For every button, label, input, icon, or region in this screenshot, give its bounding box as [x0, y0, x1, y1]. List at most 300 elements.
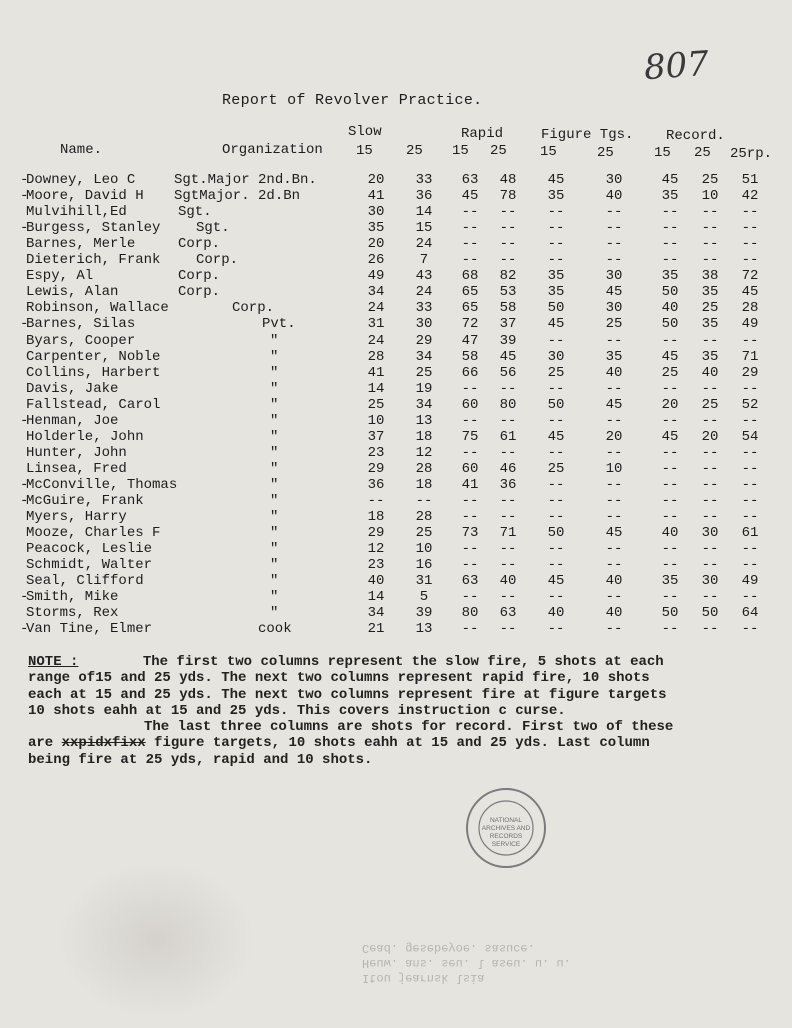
- score-cell: 35: [701, 284, 719, 301]
- row-check-mark: -: [20, 412, 29, 429]
- score-cell: 30: [605, 300, 623, 317]
- header-figure-25: 25: [597, 145, 614, 161]
- score-cell: 53: [499, 284, 517, 301]
- row-check-mark: -: [20, 188, 29, 205]
- score-cell: --: [701, 220, 719, 237]
- score-cell: --: [661, 493, 679, 509]
- note-line-7: being fire at 25 yds, rapid and 10 shots.: [28, 751, 373, 768]
- score-cell: 16: [415, 557, 433, 574]
- score-cell: 24: [415, 236, 433, 253]
- score-cell: 26: [367, 252, 385, 269]
- score-cell: --: [461, 509, 479, 526]
- score-cell: 34: [367, 284, 385, 301]
- score-cell: 45: [605, 396, 623, 413]
- score-cell: 54: [741, 428, 759, 445]
- score-cell: --: [461, 589, 479, 606]
- score-cell: 13: [415, 621, 433, 638]
- score-cell: --: [499, 444, 517, 461]
- score-cell: 52: [741, 396, 759, 413]
- score-cell: 61: [741, 525, 759, 542]
- header-name: Name.: [60, 142, 103, 158]
- score-cell: 25: [605, 316, 623, 333]
- score-cell: --: [741, 380, 759, 397]
- score-cell: 36: [367, 476, 385, 493]
- score-cell: --: [741, 236, 759, 253]
- score-cell: --: [499, 380, 517, 397]
- score-cell: --: [547, 509, 565, 526]
- header-slow: Slow: [348, 124, 382, 140]
- header-figure-targets: Figure Tgs.: [541, 127, 634, 143]
- score-cell: --: [701, 541, 719, 558]
- header-record-15: 15: [654, 145, 671, 161]
- score-cell: 10: [415, 541, 433, 558]
- note-block: [28, 654, 768, 768]
- score-cell: --: [499, 236, 517, 253]
- score-cell: 28: [741, 300, 759, 317]
- score-cell: --: [415, 493, 433, 509]
- score-cell: 40: [605, 364, 623, 381]
- score-cell: --: [741, 621, 759, 638]
- score-cell: 35: [367, 220, 385, 237]
- score-cell: 42: [741, 188, 759, 205]
- table-row: [0, 493, 792, 509]
- score-cell: 51: [741, 172, 759, 188]
- row-check-mark: -: [20, 220, 29, 237]
- member-rank: Pvt.: [262, 316, 296, 333]
- table-row: [0, 477, 792, 493]
- score-cell: 34: [367, 605, 385, 622]
- score-cell: 34: [415, 396, 433, 413]
- table-row: [0, 316, 792, 332]
- score-cell: --: [499, 621, 517, 638]
- score-cell: --: [605, 509, 623, 526]
- member-rank: ": [270, 476, 279, 493]
- score-cell: 24: [367, 300, 385, 317]
- score-cell: --: [741, 493, 759, 509]
- table-row: [0, 300, 792, 316]
- score-cell: --: [461, 380, 479, 397]
- score-cell: --: [499, 412, 517, 429]
- header-rapid: Rapid: [461, 126, 504, 142]
- header-record-25rp: 25rp.: [730, 146, 773, 162]
- score-cell: 15: [415, 220, 433, 237]
- score-cell: 39: [499, 332, 517, 349]
- table-row: [0, 461, 792, 477]
- score-cell: 71: [499, 525, 517, 542]
- member-rank: ": [270, 364, 279, 381]
- member-name: Dieterich, Frank: [26, 252, 161, 269]
- score-cell: 50: [547, 396, 565, 413]
- score-cell: 35: [547, 284, 565, 301]
- score-cell: --: [741, 509, 759, 526]
- score-cell: 56: [499, 364, 517, 381]
- table-row: [0, 573, 792, 589]
- score-cell: --: [741, 476, 759, 493]
- member-name: Van Tine, Elmer: [26, 621, 153, 638]
- table-row: [0, 188, 792, 204]
- score-cell: --: [461, 621, 479, 638]
- member-rank: Corp.: [178, 236, 221, 253]
- member-name: McGuire, Frank: [26, 493, 144, 509]
- score-cell: 33: [415, 172, 433, 188]
- row-check-mark: -: [20, 621, 29, 638]
- score-cell: 45: [605, 525, 623, 542]
- score-cell: 35: [547, 268, 565, 285]
- header-rapid-15: 15: [452, 143, 469, 159]
- note-line-3: each at 15 and 25 yds. The next two columns represent fire at figure targets: [28, 686, 667, 703]
- score-cell: --: [661, 476, 679, 493]
- score-cell: --: [661, 204, 679, 221]
- table-row: [0, 333, 792, 349]
- score-cell: --: [605, 541, 623, 558]
- score-cell: --: [499, 220, 517, 237]
- member-name: Myers, Harry: [26, 509, 127, 526]
- member-rank: cook: [258, 621, 292, 638]
- score-cell: 50: [547, 300, 565, 317]
- score-cell: 65: [461, 284, 479, 301]
- member-rank: ": [270, 605, 279, 622]
- score-cell: --: [701, 204, 719, 221]
- score-cell: 25: [367, 396, 385, 413]
- score-cell: 25: [415, 525, 433, 542]
- score-cell: --: [661, 412, 679, 429]
- score-cell: 28: [415, 509, 433, 526]
- note-line-2: range of15 and 25 yds. The next two columns represent rapid fire, 10 shots: [28, 670, 650, 687]
- score-cell: 18: [415, 476, 433, 493]
- score-cell: 45: [661, 428, 679, 445]
- score-cell: --: [605, 493, 623, 509]
- member-rank: ": [270, 396, 279, 413]
- table-row: [0, 509, 792, 525]
- score-cell: 30: [701, 525, 719, 542]
- score-cell: 18: [367, 509, 385, 526]
- score-cell: --: [547, 493, 565, 509]
- table-row: [0, 557, 792, 573]
- score-cell: 66: [461, 364, 479, 381]
- score-cell: --: [661, 252, 679, 269]
- score-cell: --: [547, 621, 565, 638]
- note-text-6b: figure targets, 10 shots eahh at 15 and 25 yds. Last column: [154, 735, 650, 752]
- member-name: Burgess, Stanley: [26, 220, 161, 237]
- row-check-mark: -: [20, 172, 29, 188]
- table-row: [0, 413, 792, 429]
- member-name: Holderle, John: [26, 428, 144, 445]
- score-cell: 36: [499, 476, 517, 493]
- score-cell: 60: [461, 460, 479, 477]
- score-cell: 80: [461, 605, 479, 622]
- score-cell: 5: [419, 589, 429, 606]
- score-cell: --: [499, 557, 517, 574]
- score-cell: --: [741, 252, 759, 269]
- score-cell: 12: [367, 541, 385, 558]
- score-cell: 78: [499, 188, 517, 205]
- score-cell: 41: [367, 188, 385, 205]
- table-row: [0, 220, 792, 236]
- score-cell: --: [461, 204, 479, 221]
- score-cell: --: [499, 589, 517, 606]
- svg-text:RECORDS: RECORDS: [489, 833, 523, 840]
- score-cell: --: [701, 444, 719, 461]
- score-cell: 20: [367, 172, 385, 188]
- score-cell: 50: [661, 284, 679, 301]
- member-name: Lewis, Alan: [26, 284, 119, 301]
- member-rank: Corp.: [178, 284, 221, 301]
- score-cell: 29: [367, 525, 385, 542]
- score-cell: 28: [415, 460, 433, 477]
- score-cell: 63: [499, 605, 517, 622]
- score-cell: --: [605, 557, 623, 574]
- score-cell: 45: [547, 573, 565, 590]
- score-cell: 45: [661, 348, 679, 365]
- score-cell: 10: [605, 460, 623, 477]
- score-cell: 25: [547, 364, 565, 381]
- score-cell: 64: [741, 605, 759, 622]
- member-rank: Sgt.Major 2nd.Bn.: [174, 172, 317, 188]
- score-cell: 58: [499, 300, 517, 317]
- table-row: [0, 429, 792, 445]
- score-cell: --: [701, 557, 719, 574]
- member-rank: ": [270, 348, 279, 365]
- score-cell: 25: [547, 460, 565, 477]
- score-cell: 29: [415, 332, 433, 349]
- score-cell: 34: [415, 348, 433, 365]
- score-cell: 35: [661, 268, 679, 285]
- member-name: Schmidt, Walter: [26, 557, 153, 574]
- score-cell: --: [741, 204, 759, 221]
- score-cell: 49: [741, 316, 759, 333]
- svg-text:NATIONAL: NATIONAL: [489, 817, 523, 824]
- bleed-through-text: Itou jearnsk lsia Heuw. ans. seu. l aseu. u. u. Cead. gesebeyoe. sasuce.: [362, 941, 571, 985]
- score-cell: --: [461, 444, 479, 461]
- score-cell: 14: [415, 204, 433, 221]
- score-cell: 63: [461, 573, 479, 590]
- member-rank: ": [270, 493, 279, 509]
- score-cell: 31: [415, 573, 433, 590]
- score-cell: --: [661, 236, 679, 253]
- score-cell: --: [547, 236, 565, 253]
- report-title: Report of Revolver Practice.: [222, 92, 483, 109]
- score-cell: --: [701, 252, 719, 269]
- score-cell: 73: [461, 525, 479, 542]
- table-row: [0, 349, 792, 365]
- table-row: [0, 236, 792, 252]
- member-rank: ": [270, 573, 279, 590]
- score-cell: 25: [701, 172, 719, 188]
- score-cell: 65: [461, 300, 479, 317]
- score-cell: --: [701, 476, 719, 493]
- member-rank: ": [270, 557, 279, 574]
- score-cell: 45: [547, 316, 565, 333]
- member-name: Downey, Leo C: [26, 172, 136, 188]
- score-cell: 35: [661, 573, 679, 590]
- note-line-5: [28, 719, 768, 735]
- handwritten-page-number: 807: [642, 43, 711, 89]
- score-cell: 25: [661, 364, 679, 381]
- score-cell: --: [661, 380, 679, 397]
- score-cell: 25: [415, 364, 433, 381]
- score-cell: 45: [499, 348, 517, 365]
- member-rank: ": [270, 428, 279, 445]
- score-cell: 23: [367, 557, 385, 574]
- score-cell: 20: [605, 428, 623, 445]
- score-cell: --: [661, 220, 679, 237]
- score-cell: --: [461, 220, 479, 237]
- score-cell: 20: [701, 428, 719, 445]
- score-cell: --: [741, 541, 759, 558]
- score-cell: 46: [499, 460, 517, 477]
- score-cell: --: [701, 236, 719, 253]
- score-cell: 36: [415, 188, 433, 205]
- row-check-mark: -: [20, 316, 29, 333]
- member-rank: Corp.: [196, 252, 239, 269]
- score-cell: --: [701, 509, 719, 526]
- member-rank: Corp.: [178, 268, 221, 285]
- score-cell: --: [661, 460, 679, 477]
- table-row: [0, 605, 792, 621]
- score-cell: 35: [605, 348, 623, 365]
- row-check-mark: -: [20, 589, 29, 606]
- table-row: [0, 365, 792, 381]
- score-cell: --: [605, 621, 623, 638]
- score-cell: --: [499, 204, 517, 221]
- table-row: [0, 397, 792, 413]
- note-line-4: 10 shots eahh at 15 and 25 yds. This covers instruction c curse.: [28, 702, 566, 719]
- score-cell: 39: [415, 605, 433, 622]
- member-rank: Corp.: [232, 300, 275, 317]
- table-row: [0, 589, 792, 605]
- score-cell: --: [661, 557, 679, 574]
- table-row: [0, 525, 792, 541]
- score-cell: --: [605, 252, 623, 269]
- score-cell: --: [661, 621, 679, 638]
- score-cell: 21: [367, 621, 385, 638]
- score-cell: --: [499, 541, 517, 558]
- table-row: [0, 284, 792, 300]
- score-cell: 24: [367, 332, 385, 349]
- score-cell: 10: [701, 188, 719, 205]
- table-row: [0, 252, 792, 268]
- score-cell: 41: [367, 364, 385, 381]
- score-cell: --: [547, 557, 565, 574]
- score-cell: --: [547, 476, 565, 493]
- score-cell: 40: [499, 573, 517, 590]
- score-cell: --: [661, 332, 679, 349]
- header-rapid-25: 25: [490, 143, 507, 159]
- score-cell: --: [547, 380, 565, 397]
- score-cell: --: [461, 236, 479, 253]
- score-cell: --: [701, 493, 719, 509]
- svg-text:ARCHIVES AND: ARCHIVES AND: [481, 825, 531, 832]
- score-cell: --: [605, 444, 623, 461]
- score-cell: 45: [547, 428, 565, 445]
- score-cell: --: [605, 332, 623, 349]
- score-cell: 71: [741, 348, 759, 365]
- member-rank: ": [270, 412, 279, 429]
- score-cell: 25: [701, 300, 719, 317]
- score-cell: --: [547, 204, 565, 221]
- member-name: Barnes, Silas: [26, 316, 136, 333]
- score-cell: 61: [499, 428, 517, 445]
- header-record: Record.: [666, 128, 725, 144]
- member-name: Davis, Jake: [26, 380, 119, 397]
- score-cell: --: [701, 460, 719, 477]
- score-cell: --: [741, 332, 759, 349]
- score-cell: 40: [661, 525, 679, 542]
- score-cell: 50: [701, 605, 719, 622]
- table-row: [0, 445, 792, 461]
- score-cell: --: [461, 493, 479, 509]
- score-cell: --: [499, 493, 517, 509]
- score-cell: --: [461, 541, 479, 558]
- score-cell: 35: [661, 188, 679, 205]
- score-cell: 50: [661, 316, 679, 333]
- member-name: Carpenter, Noble: [26, 348, 161, 365]
- score-cell: 40: [701, 364, 719, 381]
- score-cell: 40: [605, 188, 623, 205]
- score-cell: --: [605, 204, 623, 221]
- member-name: Smith, Mike: [26, 589, 119, 606]
- score-cell: --: [461, 557, 479, 574]
- header-slow-15: 15: [356, 143, 373, 159]
- score-cell: 28: [367, 348, 385, 365]
- score-cell: 37: [367, 428, 385, 445]
- member-rank: ": [270, 332, 279, 349]
- member-name: Collins, Harbert: [26, 364, 161, 381]
- member-rank: ": [270, 460, 279, 477]
- score-cell: --: [605, 412, 623, 429]
- member-name: Hunter, John: [26, 444, 127, 461]
- header-figure-15: 15: [540, 144, 557, 160]
- score-cell: 14: [367, 380, 385, 397]
- score-cell: 23: [367, 444, 385, 461]
- score-cell: 41: [461, 476, 479, 493]
- score-cell: --: [547, 332, 565, 349]
- score-cell: 35: [547, 188, 565, 205]
- score-cell: 50: [661, 605, 679, 622]
- score-cell: 13: [415, 412, 433, 429]
- score-cell: --: [701, 589, 719, 606]
- score-cell: 45: [547, 172, 565, 188]
- score-cell: --: [461, 252, 479, 269]
- score-cell: 20: [367, 236, 385, 253]
- score-cell: 40: [547, 605, 565, 622]
- member-rank: SgtMajor. 2d.Bn: [174, 188, 301, 205]
- score-cell: 31: [367, 316, 385, 333]
- score-cell: 48: [499, 172, 517, 188]
- member-name: Mulvihill,Ed: [26, 204, 127, 221]
- score-cell: --: [701, 380, 719, 397]
- member-name: Mooze, Charles F: [26, 525, 161, 542]
- score-cell: --: [701, 412, 719, 429]
- member-name: Byars, Cooper: [26, 332, 136, 349]
- table-row: [0, 541, 792, 557]
- score-cell: --: [605, 476, 623, 493]
- member-name: Moore, David H: [26, 188, 144, 205]
- score-cell: 30: [605, 172, 623, 188]
- score-cell: 30: [547, 348, 565, 365]
- score-cell: 40: [661, 300, 679, 317]
- score-cell: 30: [701, 573, 719, 590]
- score-cell: --: [701, 621, 719, 638]
- score-cell: 30: [415, 316, 433, 333]
- row-check-mark: -: [20, 476, 29, 493]
- note-line-1: [28, 654, 768, 670]
- score-cell: --: [741, 412, 759, 429]
- member-name: Henman, Joe: [26, 412, 119, 429]
- note-line-6: [28, 735, 768, 751]
- score-cell: 33: [415, 300, 433, 317]
- score-cell: 25: [701, 396, 719, 413]
